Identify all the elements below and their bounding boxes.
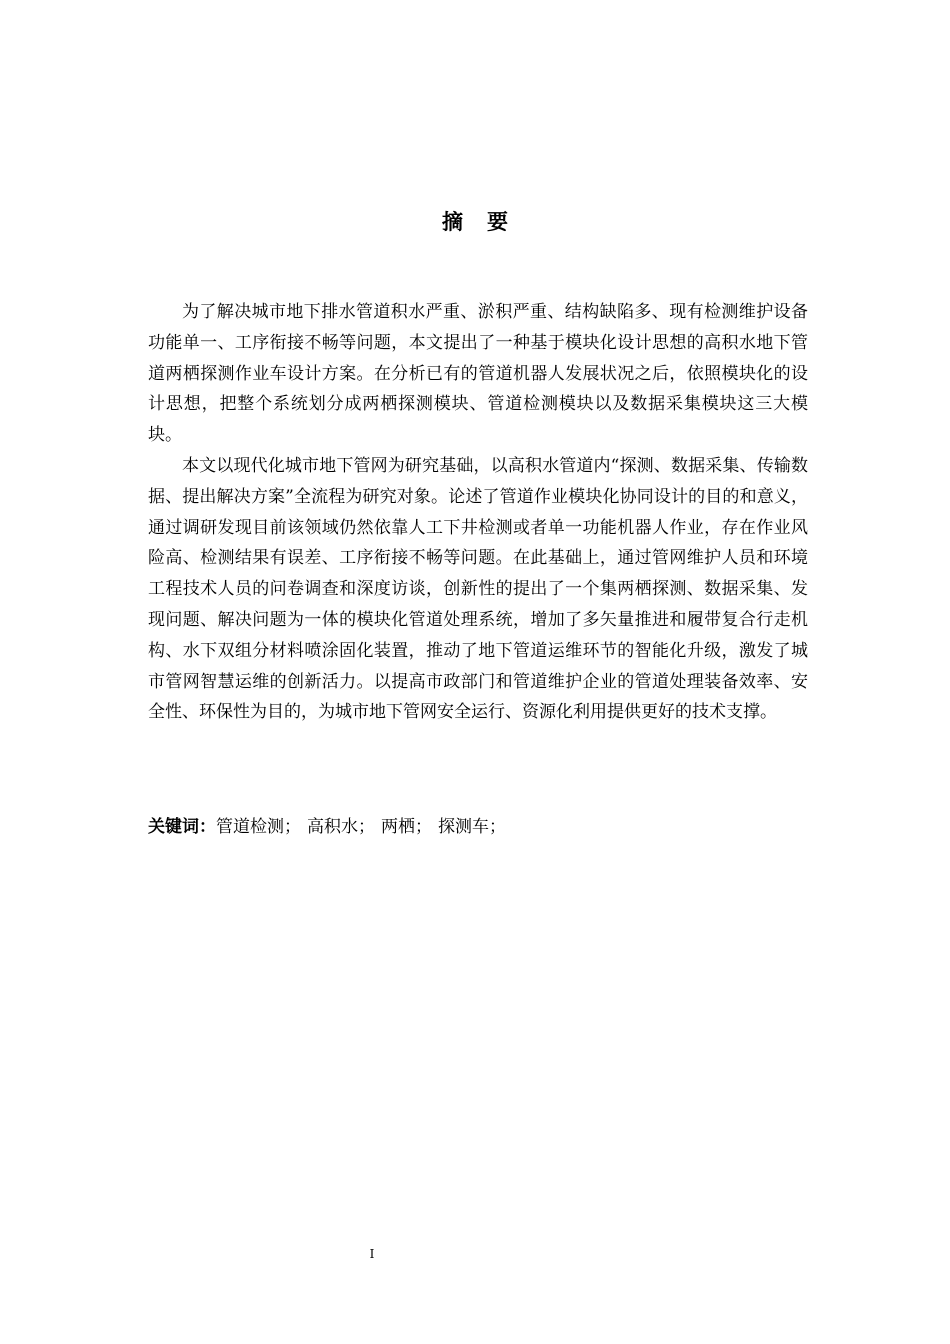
page-title: 摘要: [442, 210, 532, 234]
keyword-item: 两栖；: [381, 817, 432, 837]
keywords-line: [148, 812, 808, 842]
abstract-paragraph: 本文以现代化城市地下管网为研究基础，以高积水管道内“探测、数据采集、传输数据、提出解决方案”全流程为研究对象。论述了管道作业模块化协同设计的目的和意义，通过调研发现目前该领域仍然依靠人工下井检测或者单一功能机器人作业，存在作业风险高、检测结果有误差、工序衔接不畅等问题。在此基础上，通过管网维护人员和环境工程技术人员的问卷调查和深度访谈，创新性的提出了一个集两栖探测、数据采集、发现问题、解决问题为一体的模块化管道处理系统，增加了多矢量推进和履带复合行走机构、水下双组分材料喷涂固化装置，推动了地下管道运维环节的智能化升级，激发了城市管网智慧运维的创新活力。以提高市政部门和管道维护企业的管道处理装备效率、安全性、环保性为目的，为城市地下管网安全运行、资源化利用提供更好的技术支撑。: [148, 455, 808, 723]
page-number: I: [369, 1247, 375, 1261]
keywords-label: 关键词：: [148, 817, 216, 837]
abstract-body: [148, 297, 808, 728]
keyword-item: 高积水；: [307, 817, 375, 837]
keyword-item: 管道检测；: [216, 817, 301, 837]
abstract-paragraph: 为了解决城市地下排水管道积水严重、淤积严重、结构缺陷多、现有检测维护设备功能单一、工序衔接不畅等问题，本文提出了一种基于模块化设计思想的高积水地下管道两栖探测作业车设计方案。在分析已有的管道机器人发展状况之后，依照模块化的设计思想，把整个系统划分成两栖探测模块、管道检测模块以及数据采集模块这三大模块。: [148, 302, 808, 446]
keyword-item: 探测车；: [438, 817, 506, 837]
